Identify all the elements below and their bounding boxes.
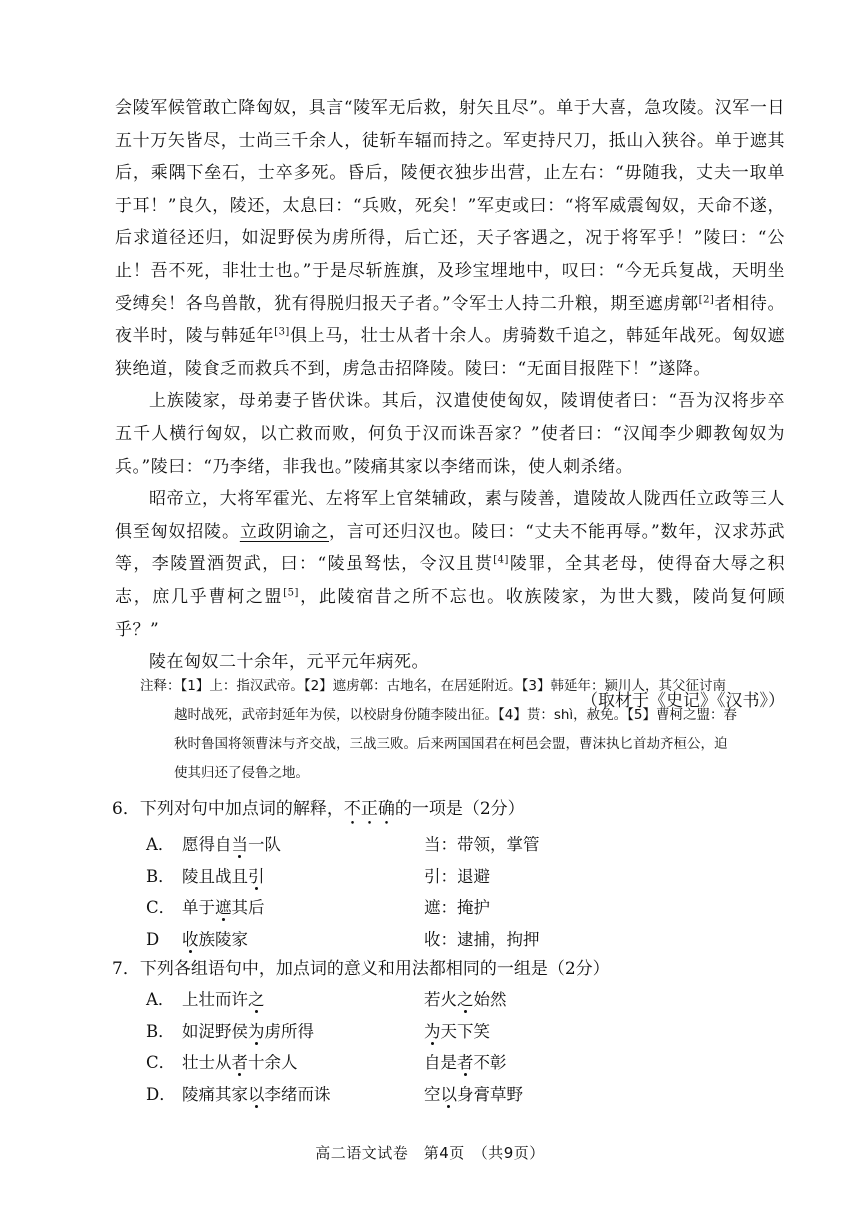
sentence-text: 天下笑 (440, 1021, 490, 1041)
question-7-option-a[interactable] (112, 984, 792, 1016)
option-letter: C． (146, 1053, 176, 1072)
sentence-text: 不彰 (473, 1053, 507, 1072)
question-6 (112, 794, 792, 955)
dotted-word: 遮 (215, 898, 232, 917)
source-citation: （取材于《史记》《汉书》） (581, 690, 785, 711)
question-7-option-b[interactable] (112, 1016, 792, 1048)
question-7-option-c[interactable] (112, 1047, 792, 1079)
question-7 (112, 954, 792, 1110)
question-6-title (112, 794, 792, 829)
passage-text: ，此陵宿昔之所不忘也。收族陵家，为世大戮，陵尚复何顾乎？” (115, 586, 786, 640)
annotations (140, 672, 780, 788)
dotted-word: 者 (231, 1053, 248, 1072)
footnote-ref: [3] (274, 326, 290, 338)
option-sentence-2 (424, 984, 792, 1016)
dotted-word: 之 (248, 990, 265, 1009)
option-sentence-1 (182, 1079, 424, 1111)
sentence-text: 空 (424, 1084, 441, 1104)
sentence-text: 若火 (424, 990, 457, 1009)
option-gloss: 引：退避 (424, 866, 490, 886)
sentence-text: 上壮而许 (182, 990, 248, 1009)
option-letter: B． (146, 866, 175, 886)
option-sentence (182, 892, 424, 924)
sentence-text: 愿得自 (182, 835, 232, 854)
question-7-title: 7．下列各组语句中，加点词的意义和用法都相同的一组是（2分） (112, 959, 610, 979)
dotted-word: 以 (440, 1084, 457, 1104)
question-6-option-b[interactable] (112, 861, 792, 893)
dotted-word: 引 (248, 866, 265, 886)
passage-text: ，言可还归汉也。陵曰：“丈夫不能再辱。”数年，汉求苏武等，李陵置酒贺武，曰：“陵虽驽怯，令汉且贳 (115, 521, 786, 575)
passage-paragraph-4: 陵在匈奴二十余年，元平元年病死。 (149, 652, 429, 673)
option-sentence-2 (424, 1016, 792, 1048)
passage-text: 者相待。夜半时，陵与韩延年 (115, 293, 785, 347)
option-gloss: 收：逮捕，拘押 (424, 929, 540, 949)
option-letter: D． (146, 1084, 176, 1104)
option-sentence-1 (182, 984, 424, 1016)
option-letter: C． (146, 898, 176, 917)
note-line: 秋时鲁国将领曹沫与齐交战，三战三败。后来两国国君在柯邑会盟，曹沫执匕首劫齐桓公，迫 (174, 736, 728, 752)
option-letter: D (146, 929, 160, 949)
dotted-word: 收 (182, 929, 199, 949)
option-letter: A． (146, 990, 175, 1009)
note-line: 越时战死，武帝封延年为侯，以校尉身份随李陵出征。【4】贳：shì，赦免。【5】曹柯之盟：春 (174, 707, 738, 723)
option-gloss: 当：带领，掌管 (424, 835, 540, 854)
footnote-ref: [5] (283, 587, 299, 599)
option-sentence (182, 829, 424, 861)
passage-text: 俱上马，壮士从者十余人。虏骑数千追之，韩延年战死。匈奴遮狭绝道，陵食乏而救兵不到，虏急击招降陵。陵曰：“无面目报陛下！”遂降。 (115, 326, 786, 379)
dotted-word: 为 (248, 1021, 265, 1041)
sentence-text: 单于 (182, 898, 215, 917)
sentence-text: 李绪而诛 (264, 1084, 331, 1104)
sentence-text: 壮士从 (182, 1053, 232, 1072)
sentence-text: 陵痛其家 (182, 1084, 248, 1104)
dotted-word: 为 (424, 1021, 441, 1041)
passage-text: 陵罪，全其老母，使得奋大辱之积志，庶几乎曹柯之盟 (115, 554, 785, 607)
sentence-text: 始然 (473, 990, 507, 1009)
question-7-option-d[interactable] (112, 1079, 792, 1111)
question-6-option-d[interactable] (112, 924, 792, 956)
question-text: 的一项是（2分） (394, 799, 525, 819)
option-sentence-2 (424, 1079, 792, 1111)
sentence-text: 如浞野侯 (182, 1021, 248, 1041)
page-footer: 高二语文试卷 第4页 （共9页） (315, 1144, 545, 1162)
note-line: 使其归还了侵鲁之地。 (174, 765, 309, 781)
dotted-word: 者 (457, 1053, 474, 1072)
classical-passage (115, 92, 785, 719)
sentence-text: 其后 (231, 898, 265, 917)
dotted-word: 当 (231, 835, 248, 854)
question-6-option-c[interactable] (112, 892, 792, 924)
sentence-text: 自是 (424, 1053, 457, 1072)
footnote-ref: [2] (698, 293, 715, 305)
footnote-ref: [4] (493, 554, 509, 566)
sentence-text: 十余人 (248, 1053, 298, 1072)
option-sentence (182, 861, 424, 893)
sentence-text: 族陵家 (198, 929, 248, 949)
option-letter: B． (146, 1021, 175, 1041)
sentence-text: 一队 (248, 835, 281, 854)
option-sentence-1 (182, 1016, 424, 1048)
emphasis-text: 不正确 (343, 799, 395, 819)
sentence-text: 身膏草野 (457, 1084, 523, 1104)
passage-paragraph-2: 上族陵家，母弟妻子皆伏诛。其后，汉遣使使匈奴，陵谓使者曰：“吾为汉将步卒五千人横行匈奴，以亡救而败，何负于汉而诛吾家？”使者曰：“汉闻李少卿教匈奴为兵。”陵曰：“乃李绪，非我也。”陵痛其家以李绪而诛，使人刺杀绪。 (115, 391, 785, 477)
passage-paragraph-1 (115, 92, 785, 385)
option-sentence-1 (182, 1047, 424, 1079)
question-6-option-a[interactable] (112, 829, 792, 861)
passage-paragraph-3 (115, 483, 785, 646)
sentence-text: 虏所得 (264, 1021, 314, 1041)
option-letter: A． (146, 835, 175, 854)
option-gloss: 遮：掩护 (424, 898, 490, 917)
option-sentence (182, 924, 424, 956)
question-text: 6．下列对句中加点词的解释， (112, 799, 344, 819)
note-line: 注释：【1】上：指汉武帝。【2】遮虏鄣：古地名，在居延附近。【3】韩延年：颍川人，其父征讨南 (140, 678, 727, 694)
dotted-word: 之 (457, 990, 474, 1009)
passage-text: 昭帝立，大将军霍光、左将军上官桀辅政，素与陵善，遣陵故人陇西任立政等三人俱至匈奴招陵。 (115, 489, 785, 542)
sentence-text: 陵且战且 (182, 866, 248, 886)
passage-text: 会陵军候管敢亡降匈奴，具言“陵军无后救，射矢且尽”。单于大喜，急攻陵。汉军一日五十万矢皆尽，士尚三千余人，徒斩车辐而持之。军吏持尺刀，抵山入狭谷。单于遮其后，乘隅下垒石，士卒多死。昏后，陵便衣独步出营，止左右：“毋随我，丈夫一取单于耳！”良久，陵还，太息曰：“兵败，死矣！”军吏或曰：“将军威震匈奴，天命不遂，后求道径还归，如浞野侯为虏所得，后亡还，天子客遇之，况于将军乎！”陵曰：“公止！吾不死，非壮士也。”于是尽斩旌旗，及珍宝埋地中，叹曰：“今无兵复战，天明坐受缚矣！各鸟兽散，犹有得脱归报天子者。”令军士人持二升粮，期至遮虏鄣 (115, 98, 785, 314)
underlined-sentence: 立政阴谕之 (239, 521, 329, 542)
option-sentence-2 (424, 1047, 792, 1079)
dotted-word: 以 (248, 1084, 265, 1104)
